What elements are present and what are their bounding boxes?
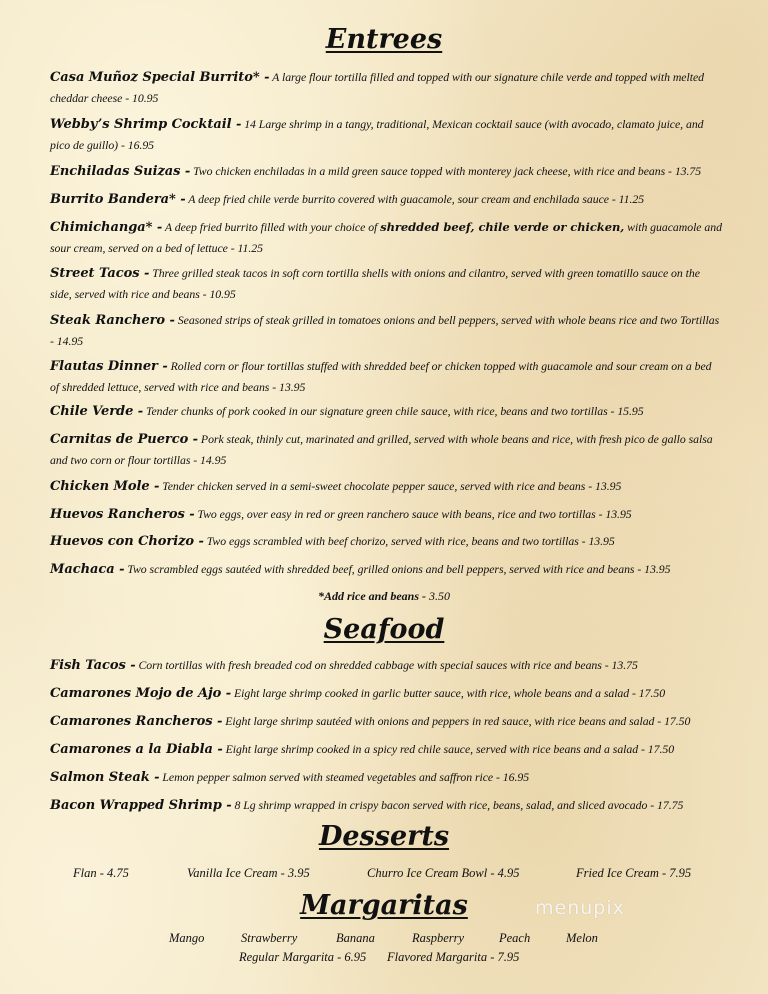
item-description: Two eggs scrambled with beef chorizo, served with rice, beans and two tortillas - 13.95 <box>203 534 615 548</box>
menu-item <box>50 531 722 552</box>
item-name: Camarones Mojo de Ajo - <box>50 686 232 701</box>
margarita-flavor: Mango <box>169 931 205 945</box>
desserts-heading: Desserts <box>318 821 450 852</box>
menu-item <box>50 429 722 471</box>
menu-item <box>50 310 722 352</box>
menu-item <box>50 67 722 109</box>
item-description: Tender chicken served in a semi-sweet chocolate pepper sauce, served with rice and beans - 13.95 <box>159 479 622 493</box>
margaritas-heading: Margaritas <box>300 890 468 921</box>
item-name: Machaca - <box>50 562 125 577</box>
menu-item <box>50 683 722 704</box>
item-description: Two scrambled eggs sautéed with shredded beef, grilled onions and bell peppers, served with rice and beans - 13.95 <box>124 562 671 576</box>
item-name: Fish Tacos - <box>50 658 136 673</box>
item-name: Steak Ranchero - <box>50 313 175 328</box>
item-name: Bacon Wrapped Shrimp - <box>50 798 232 813</box>
margarita-flavor: Banana <box>336 931 375 945</box>
item-options: shredded beef, chile verde or chicken, <box>380 220 625 234</box>
item-description: with guacamole and sour cream, served on a bed of lettuce - 11.25 <box>50 220 722 255</box>
menu-item <box>50 161 722 182</box>
item-description: Eight large shrimp cooked in garlic butter sauce, with rice, whole beans and a salad - 17.50 <box>231 686 666 700</box>
dessert-item: Churro Ice Cream Bowl - 4.95 <box>367 866 520 880</box>
item-name: Huevos Rancheros - <box>50 507 195 522</box>
item-name: Chimichanga* - <box>50 220 163 235</box>
item-description: Corn tortillas with fresh breaded cod on shredded cabbage with special sauces with rice and beans - 13.75 <box>135 658 638 672</box>
item-description: Rolled corn or flour tortillas stuffed with shredded beef or chicken topped with guacamole and sour cream on a bed of shredded lettuce, served with rice and beans - 13.95 <box>50 359 712 394</box>
item-name: Camarones Rancheros - <box>50 714 223 729</box>
item-description: Lemon pepper salmon served with steamed vegetables and saffron rice - 16.95 <box>159 770 530 784</box>
item-description: 8 Lg shrimp wrapped in crispy bacon served with rice, beans, salad, and sliced avocado - 17.75 <box>231 798 684 812</box>
menu-item <box>50 217 722 259</box>
item-description: 14 Large shrimp in a tangy, traditional, Mexican cocktail sauce (with avocado, clamato juice, and pico de guillo) - 16.95 <box>50 117 704 152</box>
menu-item <box>50 795 722 816</box>
item-name: Camarones a la Diabla - <box>50 742 223 757</box>
item-description: Two eggs, over easy in red or green ranchero sauce with beans, rice and two tortillas - 13.95 <box>194 507 632 521</box>
menu-item <box>50 739 722 760</box>
menu-item <box>50 114 722 156</box>
margarita-price: Flavored Margarita - 7.95 <box>387 950 520 964</box>
add-on-note <box>0 589 768 604</box>
menu-item <box>50 189 722 210</box>
add-on-label: *Add rice and beans - <box>318 589 426 603</box>
item-name: Enchiladas Suizas - <box>50 164 191 179</box>
margarita-flavor: Peach <box>499 931 531 945</box>
menu-item <box>50 711 722 732</box>
item-name: Flautas Dinner - <box>50 359 168 374</box>
item-description: A large flour tortilla filled and topped with our signature chile verde and topped with melted cheddar cheese - 10.95 <box>50 70 704 105</box>
dessert-item: Flan - 4.75 <box>73 866 129 880</box>
item-description: Pork steak, thinly cut, marinated and grilled, served with whole beans and rice, with fresh pico de gallo salsa and two corn or flour tortillas - 14.95 <box>50 432 713 467</box>
margarita-flavor: Raspberry <box>412 931 465 945</box>
item-description: Two chicken enchiladas in a mild green sauce topped with monterey jack cheese, with rice and beans - 13.75 <box>190 164 702 178</box>
menu-item <box>50 655 722 676</box>
item-name: Chicken Mole - <box>50 479 160 494</box>
item-name: Carnitas de Puerco - <box>50 432 199 447</box>
menu-item <box>50 356 722 398</box>
add-on-price: 3.50 <box>426 589 450 603</box>
menupix-watermark: menupix <box>535 897 625 919</box>
item-name: Salmon Steak - <box>50 770 160 785</box>
dessert-item: Vanilla Ice Cream - 3.95 <box>187 866 310 880</box>
entrees-heading: Entrees <box>325 24 443 55</box>
item-name: Huevos con Chorizo - <box>50 534 204 549</box>
margarita-price: Regular Margarita - 6.95 <box>239 950 367 964</box>
item-description: Eight large shrimp sautéed with onions and peppers in red sauce, with rice beans and salad - 17.50 <box>222 714 691 728</box>
seafood-heading: Seafood <box>323 614 445 645</box>
item-description: Eight large shrimp cooked in a spicy red chile sauce, served with rice beans and a salad - 17.50 <box>222 742 675 756</box>
item-description: Tender chunks of pork cooked in our signature green chile sauce, with rice, beans and two tortillas - 15.95 <box>143 404 644 418</box>
menu-item <box>50 767 722 788</box>
item-name: Webby’s Shrimp Cocktail - <box>50 117 242 132</box>
item-name: Chile Verde - <box>50 404 144 419</box>
menu-item <box>50 401 722 422</box>
menu-item <box>50 504 722 525</box>
menu-item <box>50 559 722 580</box>
item-description: A deep fried burrito filled with your choice of <box>162 220 381 234</box>
item-description: A deep fried chile verde burrito covered with guacamole, sour cream and enchilada sauce - 11.25 <box>185 192 645 206</box>
item-description: Three grilled steak tacos in soft corn tortilla shells with onions and cilantro, served with green tomatillo sauce on the side, served with rice and beans - 10.95 <box>50 266 700 301</box>
margarita-flavor: Melon <box>566 931 598 945</box>
dessert-item: Fried Ice Cream - 7.95 <box>576 866 692 880</box>
item-name: Burrito Bandera* - <box>50 192 186 207</box>
item-name: Casa Muñoz Special Burrito* - <box>50 70 270 85</box>
item-name: Street Tacos - <box>50 266 150 281</box>
margarita-flavor: Strawberry <box>241 931 298 945</box>
menu-item <box>50 263 722 305</box>
item-description: Seasoned strips of steak grilled in tomatoes onions and bell peppers, served with whole beans rice and two Tortillas - 14.95 <box>50 313 720 348</box>
menu-item <box>50 476 722 497</box>
